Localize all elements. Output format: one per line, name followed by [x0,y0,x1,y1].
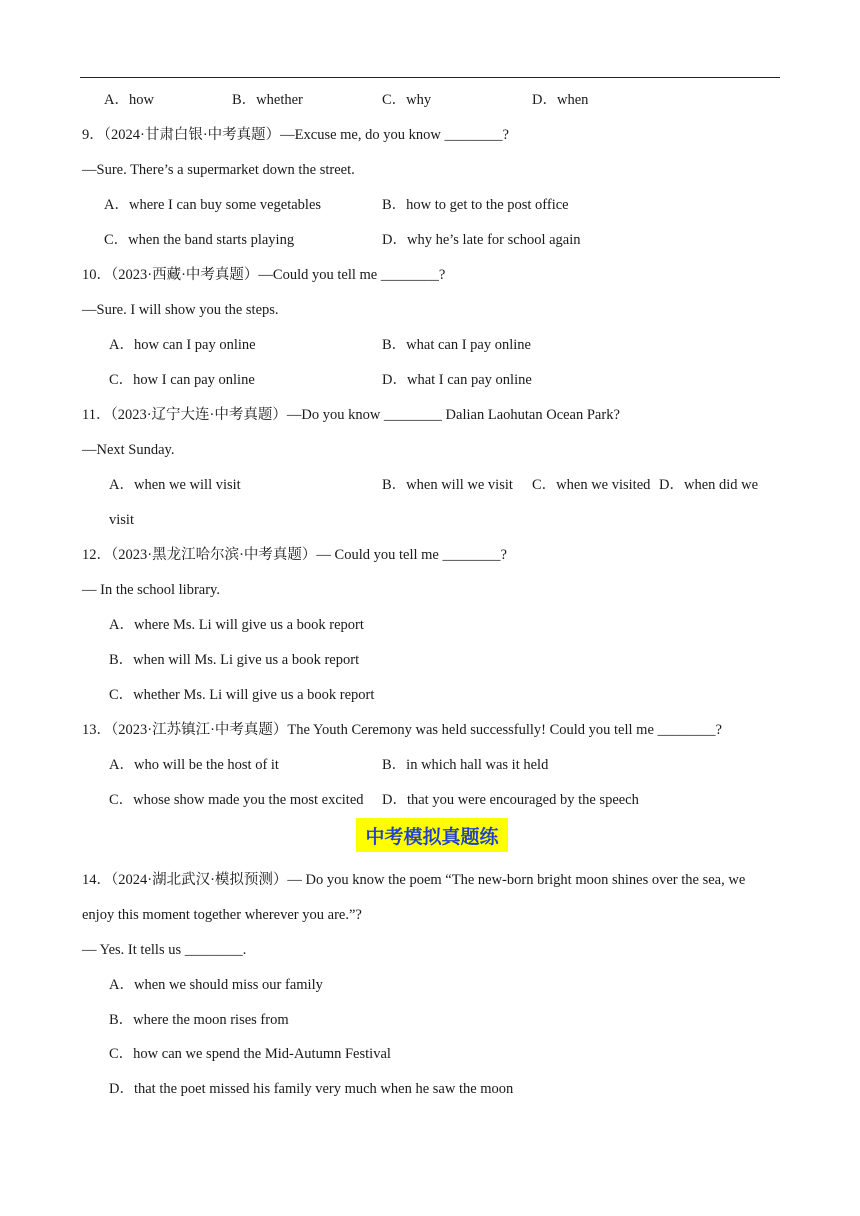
q13-option-b: B．in which hall was it held [382,757,549,773]
q11-option-d: D．when did we [659,477,759,493]
q11-option-a: A．when we will visit [109,477,241,493]
q11-option-d-continued: visit [109,512,134,528]
q13-option-a: A．who will be the host of it [109,757,279,773]
q11-option-b: B．when will we visit [382,477,513,493]
q9-option-d: D．why he’s late for school again [382,232,581,248]
q9-option-a: A．where I can buy some vegetables [104,197,322,213]
q12-reply: — In the school library. [82,582,220,598]
q12-option-a: A．where Ms. Li will give us a book report [109,617,364,633]
q14-option-c: C．how can we spend the Mid-Autumn Festival [109,1046,391,1062]
q9-reply: —Sure. There’s a supermarket down the street. [82,162,355,178]
q14-option-b: B．where the moon rises from [109,1012,289,1028]
q9-option-b: B．how to get to the post office [382,197,569,213]
q10-option-b: B．what can I pay online [382,337,531,353]
q8-option-a: A．how [104,92,154,108]
q8-option-c: C．why [382,92,432,108]
q14-option-d: D．that the poet missed his family very much when he saw the moon [109,1081,514,1097]
q10-option-d: D．what I can pay online [382,372,532,388]
q14-stem-line1: 14．（2024·湖北武汉·模拟预测）— Do you know the poem “The new-born bright moon shines over the sea, we [82,872,746,888]
q13-option-c: C．whose show made you the most excited [109,792,364,808]
q14-reply: — Yes. It tells us ________. [82,942,247,958]
q10-option-a: A．how can I pay online [109,337,256,353]
q9-option-c: C．when the band starts playing [104,232,295,248]
header-rule [80,77,780,78]
q10-stem: 10．（2023·西藏·中考真题）—Could you tell me ________? [82,267,446,283]
q12-option-b: B．when will Ms. Li give us a book report [109,652,360,668]
q8-option-b: B．whether [232,92,303,108]
q8-option-d: D．when [532,92,589,108]
q14-stem-line2: enjoy this moment together wherever you are.”? [82,907,362,923]
q11-stem: 11．（2023·辽宁大连·中考真题）—Do you know ________ Dalian Laohutan Ocean Park? [82,407,620,423]
q14-option-a: A．when we should miss our family [109,977,323,993]
q10-reply: —Sure. I will show you the steps. [82,302,279,318]
q12-stem: 12．（2023·黑龙江哈尔滨·中考真题）— Could you tell me ________? [82,547,507,563]
q10-option-c: C．how I can pay online [109,372,255,388]
q11-option-c: C．when we visited [532,477,651,493]
section-title: 中考模拟真题练 [356,818,508,852]
q13-stem: 13．（2023·江苏镇江·中考真题）The Youth Ceremony was held successfully! Could you tell me ________? [82,722,722,738]
q9-stem: 9．（2024·甘肃白银·中考真题）—Excuse me, do you know ________? [82,127,509,143]
q11-reply: —Next Sunday. [82,442,175,458]
q13-option-d: D．that you were encouraged by the speech [382,792,639,808]
q12-option-c: C．whether Ms. Li will give us a book report [109,687,375,703]
